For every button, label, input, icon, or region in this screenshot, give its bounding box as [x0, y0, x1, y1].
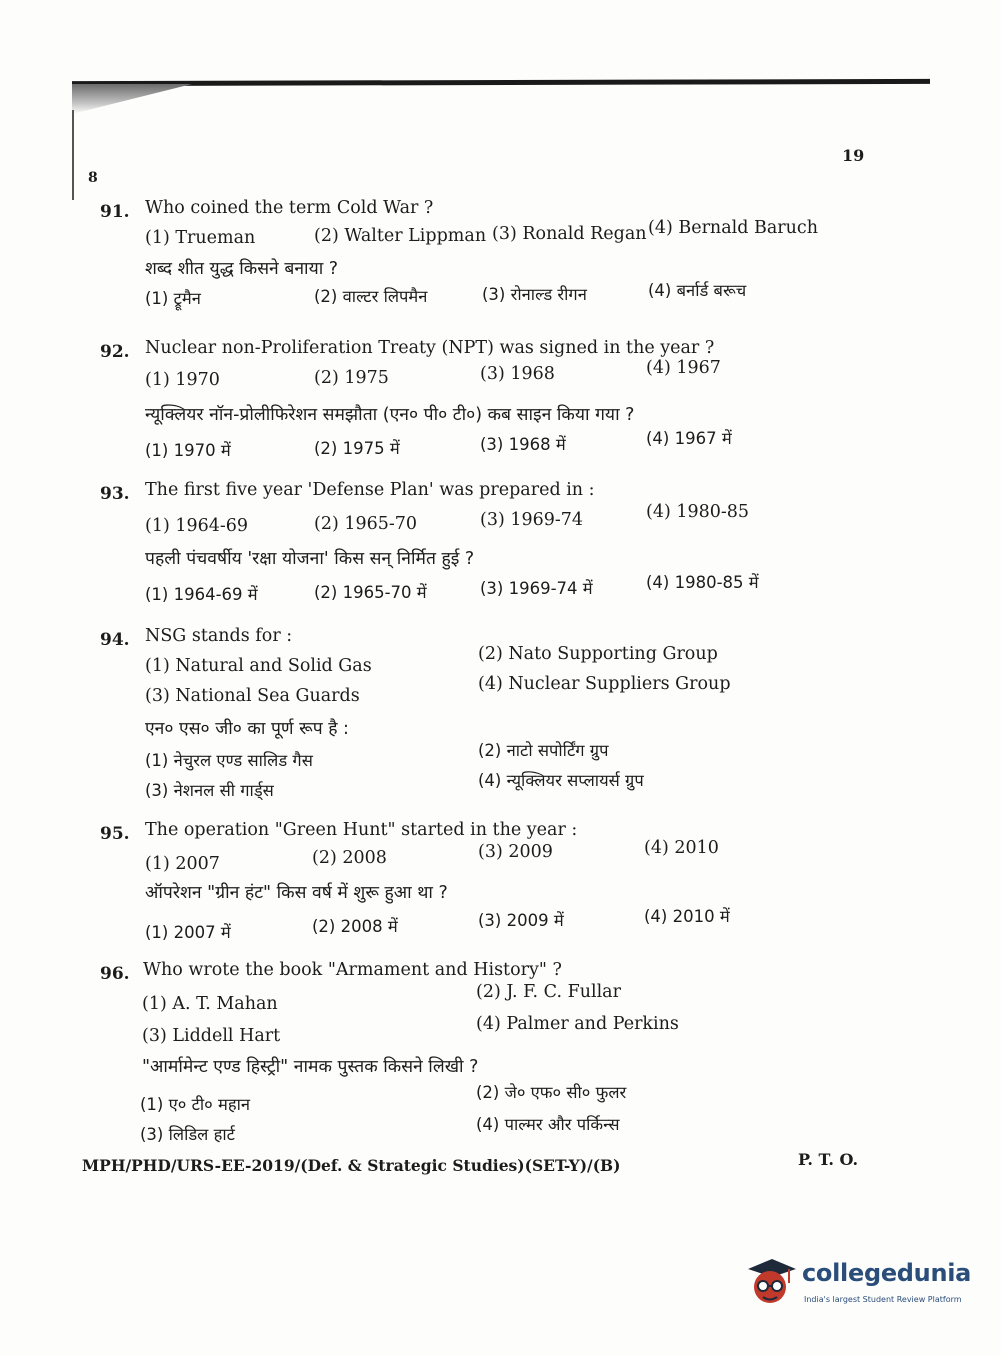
option-hi-4: (4) बर्नार्ड बरूच [648, 281, 747, 300]
option-en-4: (4) Bernald Baruch [648, 218, 819, 238]
option-hi-1: (1) 1964-69 में [145, 585, 258, 604]
option-en-3: (3) Liddell Hart [142, 1026, 281, 1046]
option-hi-2: (2) नाटो सपोर्टिंग ग्रुप [478, 741, 609, 760]
question-text-en: The first five year 'Defense Plan' was prepared in : [145, 480, 595, 500]
option-en-2: (2) Nato Supporting Group [478, 644, 718, 664]
option-en-1: (1) Natural and Solid Gas [145, 656, 372, 676]
option-hi-2: (2) 1965-70 में [314, 583, 427, 602]
question-number: 96. [100, 964, 130, 984]
option-en-4: (4) 1967 [646, 358, 721, 378]
option-hi-1: (1) 1970 में [145, 441, 231, 460]
option-en-1: (1) A. T. Mahan [142, 994, 278, 1014]
option-hi-1: (1) ए० टी० महान [140, 1095, 251, 1114]
brand-tagline: India's largest Student Review Platform [804, 1295, 962, 1304]
option-hi-2: (2) जे० एफ० सी० फुलर [476, 1083, 627, 1102]
option-hi-4: (4) 1980-85 में [646, 573, 759, 592]
option-hi-3: (3) रोनाल्ड रीगन [482, 285, 587, 304]
question-text-en: Who wrote the book "Armament and History" ? [143, 960, 562, 980]
option-hi-3: (3) लिडिल हार्ट [140, 1125, 235, 1144]
option-hi-4: (4) न्यूक्लियर सप्लायर्स ग्रुप [478, 771, 644, 790]
question-number: 91. [100, 202, 130, 222]
question-text-hi: एन० एस० जी० का पूर्ण रूप है : [145, 719, 349, 739]
option-en-3: (3) 1969-74 [480, 510, 584, 530]
page-number: 19 [842, 146, 865, 165]
paper-code: MPH/PHD/URS-EE-2019/(Def. & Strategic Studies)(SET-Y)/(B) [82, 1156, 621, 1175]
option-en-3: (3) 2009 [478, 842, 553, 862]
option-hi-2: (2) 2008 में [312, 917, 398, 936]
option-en-2: (2) Walter Lippman [314, 226, 487, 246]
option-en-4: (4) 1980-85 [646, 502, 750, 522]
option-en-3: (3) Ronald Regan [492, 224, 647, 244]
option-en-4: (4) 2010 [644, 838, 719, 858]
question-text-en: Who coined the term Cold War ? [145, 198, 434, 218]
option-en-1: (1) 1964-69 [145, 516, 249, 536]
question-number: 93. [100, 484, 130, 504]
top-border-line [72, 79, 930, 86]
question-number: 95. [100, 824, 130, 844]
question-text-hi: "आर्मामेन्ट एण्ड हिस्ट्री" नामक पुस्तक किसने लिखी ? [142, 1057, 479, 1077]
question-text-en: Nuclear non-Proliferation Treaty (NPT) was signed in the year ? [145, 338, 715, 358]
question-text-en: The operation "Green Hunt" started in the year : [145, 820, 578, 840]
question-text-hi: पहली पंचवर्षीय 'रक्षा योजना' किस सन् निर्मित हुई ? [145, 549, 475, 569]
left-margin-line [72, 110, 74, 200]
option-hi-2: (2) वाल्टर लिपमैन [314, 287, 428, 306]
option-en-1: (1) 1970 [145, 370, 220, 390]
option-en-3: (3) National Sea Guards [145, 686, 360, 706]
question-text-en: NSG stands for : [145, 626, 293, 646]
option-hi-3: (3) 1968 में [480, 435, 566, 454]
option-en-2: (2) 2008 [312, 848, 387, 868]
option-en-2: (2) 1965-70 [314, 514, 418, 534]
option-hi-4: (4) 1967 में [646, 429, 732, 448]
option-hi-4: (4) 2010 में [644, 907, 730, 926]
pto-label: P. T. O. [798, 1150, 859, 1169]
option-hi-2: (2) 1975 में [314, 439, 400, 458]
mascot-icon [742, 1255, 798, 1311]
option-en-4: (4) Palmer and Perkins [476, 1014, 679, 1034]
question-text-hi: ऑपरेशन "ग्रीन हंट" किस वर्ष में शुरू हुआ था ? [145, 883, 448, 903]
collegedunia-watermark [742, 1255, 972, 1315]
question-number: 94. [100, 630, 130, 650]
brand-name: collegedunia [802, 1259, 972, 1287]
question-text-hi: न्यूक्लियर नॉन-प्रोलीफिरेशन समझौता (एन० पी० टी०) कब साइन किया गया ? [145, 405, 635, 425]
option-en-4: (4) Nuclear Suppliers Group [478, 674, 731, 694]
option-hi-4: (4) पाल्मर और पर्किन्स [476, 1115, 620, 1134]
question-text-hi: शब्द शीत युद्ध किसने बनाया ? [145, 259, 339, 279]
corner-shadow [72, 84, 192, 114]
side-mark: 8 [88, 170, 98, 186]
option-en-1: (1) 2007 [145, 854, 220, 874]
option-en-2: (2) J. F. C. Fullar [476, 982, 621, 1002]
option-en-2: (2) 1975 [314, 368, 389, 388]
option-hi-3: (3) 2009 में [478, 911, 564, 930]
option-en-1: (1) Trueman [145, 228, 256, 248]
option-hi-1: (1) ट्रूमैन [145, 289, 201, 308]
option-en-3: (3) 1968 [480, 364, 555, 384]
question-number: 92. [100, 342, 130, 362]
option-hi-3: (3) 1969-74 में [480, 579, 593, 598]
option-hi-3: (3) नेशनल सी गार्ड्स [145, 781, 274, 800]
option-hi-1: (1) नेचुरल एण्ड सालिड गैस [145, 751, 313, 770]
option-hi-1: (1) 2007 में [145, 923, 231, 942]
